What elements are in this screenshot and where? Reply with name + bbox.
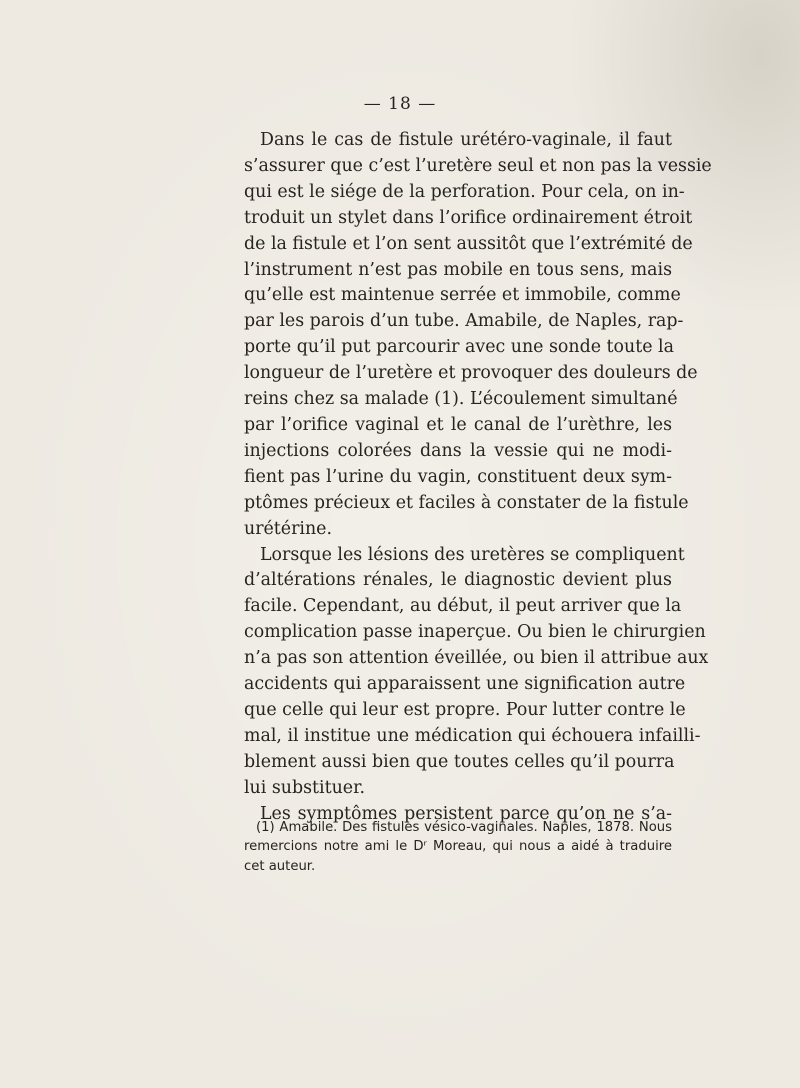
footnote-line: (1) Amabile. Des fistules vésico-vaginales. Naples, 1878. Nous — [256, 820, 672, 835]
text-line: complication passe inaperçue. Ou bien le chirurgien — [244, 622, 706, 643]
text-line: de la fistule et l’on sent aussitôt que l’extrémité de — [244, 233, 693, 254]
text-line: fient pas l’urine du vagin, constituent deux sym- — [244, 466, 672, 487]
footnote-line: remercions notre ami le Dʳ Moreau, qui nous a aidé à traduire — [244, 839, 672, 855]
text-line: blement aussi bien que toutes celles qu’il pourra — [244, 751, 675, 772]
text-line: injections colorées dans la vessie qui ne modi- — [244, 440, 672, 461]
text-line: s’assurer que c’est l’uretère seul et non pas la vessie — [244, 155, 712, 176]
paragraph-1 — [244, 128, 712, 543]
text-line: longueur de l’uretère et provoquer des douleurs de — [244, 363, 698, 384]
text-line: reins chez sa malade (1). L’écoulement simultané — [244, 389, 678, 410]
body-text — [244, 128, 712, 827]
text-line: par l’orifice vaginal et le canal de l’urèthre, les — [244, 414, 672, 435]
text-line: porte qu’il put parcourir avec une sonde toute la — [244, 337, 674, 358]
text-line: Dans le cas de fistule urétéro-vaginale, il faut — [260, 130, 672, 150]
footnote-line: cet auteur. — [244, 858, 316, 874]
footnote — [244, 818, 672, 876]
page-number: — 18 — — [363, 94, 437, 114]
text-line: urétérine. — [244, 518, 332, 539]
text-line: l’instrument n’est pas mobile en tous sens, mais — [244, 259, 672, 280]
text-line: lui substituer. — [244, 777, 365, 798]
text-line: ptômes précieux et faciles à constater de la fistule — [244, 492, 689, 513]
text-line: accidents qui apparaissent une signification autre — [244, 674, 686, 695]
text-line: d’altérations rénales, le diagnostic devient plus — [244, 570, 672, 591]
text-line: facile. Cependant, au début, il peut arriver que la — [244, 596, 682, 617]
paragraph-2 — [244, 543, 709, 802]
text-line: mal, il institue une médication qui échouera infailli- — [244, 725, 701, 746]
text-line: n’a pas son attention éveillée, ou bien il attribue aux — [244, 648, 709, 669]
text-line: par les parois d’un tube. Amabile, de Naples, rap- — [244, 311, 684, 332]
text-line: Lorsque les lésions des uretères se compliquent — [260, 544, 685, 565]
text-line: qu’elle est maintenue serrée et immobile, comme — [244, 285, 681, 306]
text-line: qui est le siége de la perforation. Pour cela, on in- — [244, 181, 685, 202]
text-line: que celle qui leur est propre. Pour lutter contre le — [244, 699, 686, 720]
text-line: troduit un stylet dans l’orifice ordinairement étroit — [244, 207, 693, 228]
text-line: Les symptômes persistent parce qu’on ne s’a- — [260, 803, 672, 824]
